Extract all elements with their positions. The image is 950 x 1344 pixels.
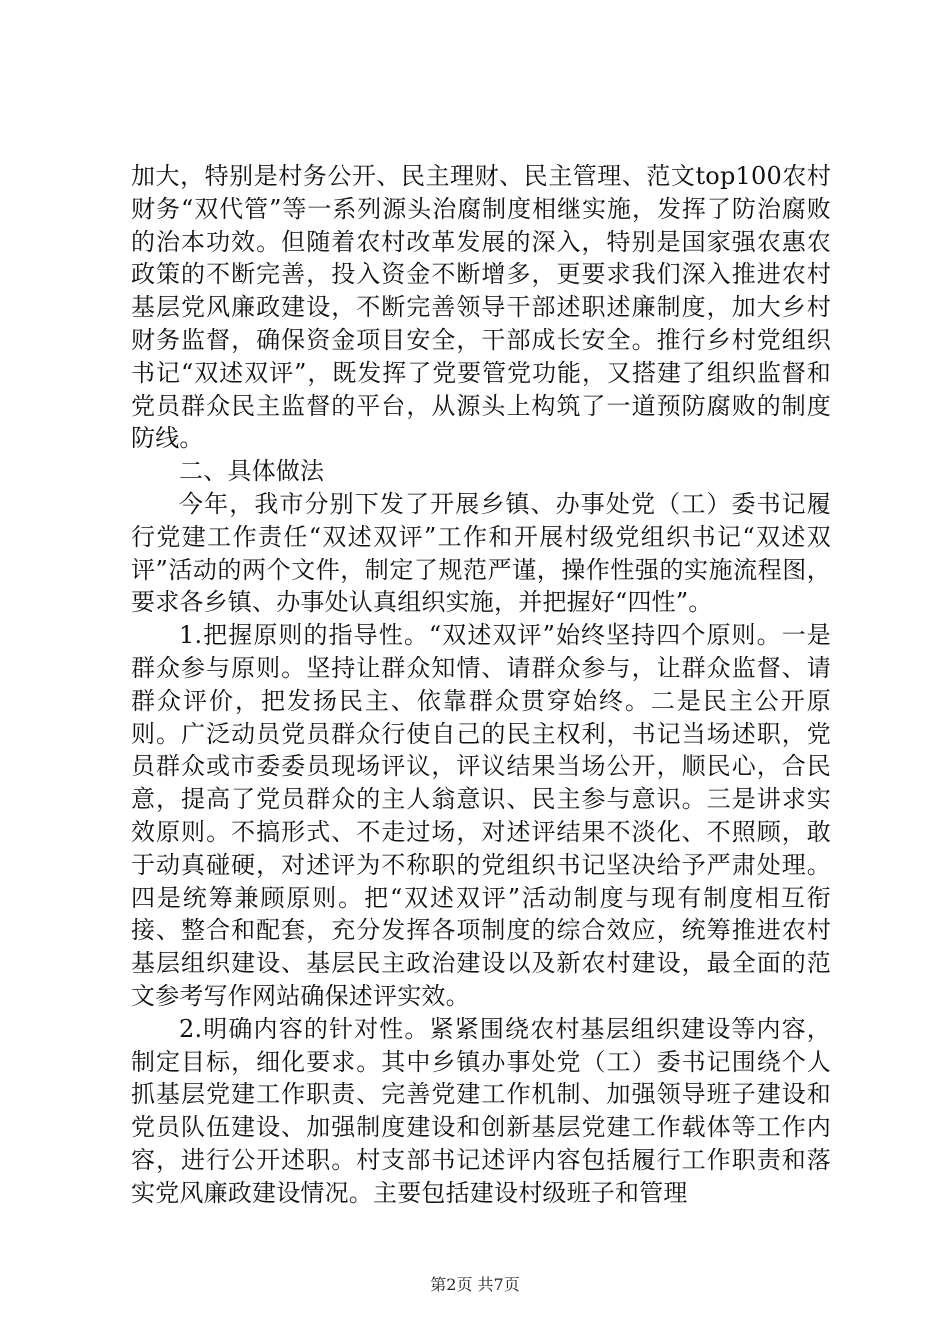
paragraph-2: 今年，我市分别下发了开展乡镇、办事处党（工）委书记履行党建工作责任“双述双评”工作和开展村级党组织书记“双述双评”活动的两个文件，制定了规范严谨，操作性强的实施流程图，要求各乡镇、办事处认真组织实施，并把握好“四性”。 [131, 489, 831, 617]
paragraph-3: 1.把握原则的指导性。“双述双评”始终坚持四个原则。一是群众参与原则。坚持让群众知情、请群众参与，让群众监督、请群众评价，把发扬民主、依靠群众贯穿始终。二是民主公开原则。广泛动员党员群众行使自己的民主权利，书记当场述职，党员群众或市委委员现场评议，评议结果当场公开，顺民心，合民意，提高了党员群众的主人翁意识、民主参与意识。三是讲求实效原则。不搞形式、不走过场，对述评结果不淡化、不照顾，敢于动真碰硬，对述评为不称职的党组织书记坚决给予严肃处理。四是统筹兼顾原则。把“双述双评”活动制度与现有制度相互衔接、整合和配套，充分发挥各项制度的综合效应，统筹推进农村基层组织建设、基层民主政治建设以及新农村建设，最全面的范文参考写作网站确保述评实效。 [131, 621, 831, 1010]
paragraph-1: 加大，特别是村务公开、民主理财、民主管理、范文top100农村财务“双代管”等一系列源头治腐制度相继实施，发挥了防治腐败的治本功效。但随着农村改革发展的深入，特别是国家强农惠农政策的不断完善，投入资金不断增多，更要求我们深入推进农村基层党风廉政建设，不断完善领导干部述职述廉制度，加大乡村财务监督，确保资金项目安全，干部成长安全。推行乡村党组织书记“双述双评”，既发挥了党要管党功能，又搭建了组织监督和党员群众民主监督的平台，从源头上构筑了一道预防腐败的制度防线。 [131, 162, 831, 453]
paragraph-4: 2.明确内容的针对性。紧紧围绕农村基层组织建设等内容，制定目标，细化要求。其中乡镇办事处党（工）委书记围绕个人抓基层党建工作职责、完善党建工作机制、加强领导班子建设和党员队伍建设、加强制度建设和创新基层党建工作载体等工作内容，进行公开述职。村支部书记述评内容包括履行工作职责和落实党风廉政建设情况。主要包括建设村级班子和管理 [131, 1014, 831, 1207]
section-heading: 二、具体做法 [179, 457, 325, 486]
document-body [131, 160, 831, 1210]
page-footer: 第2页 共7页 [430, 1275, 520, 1294]
